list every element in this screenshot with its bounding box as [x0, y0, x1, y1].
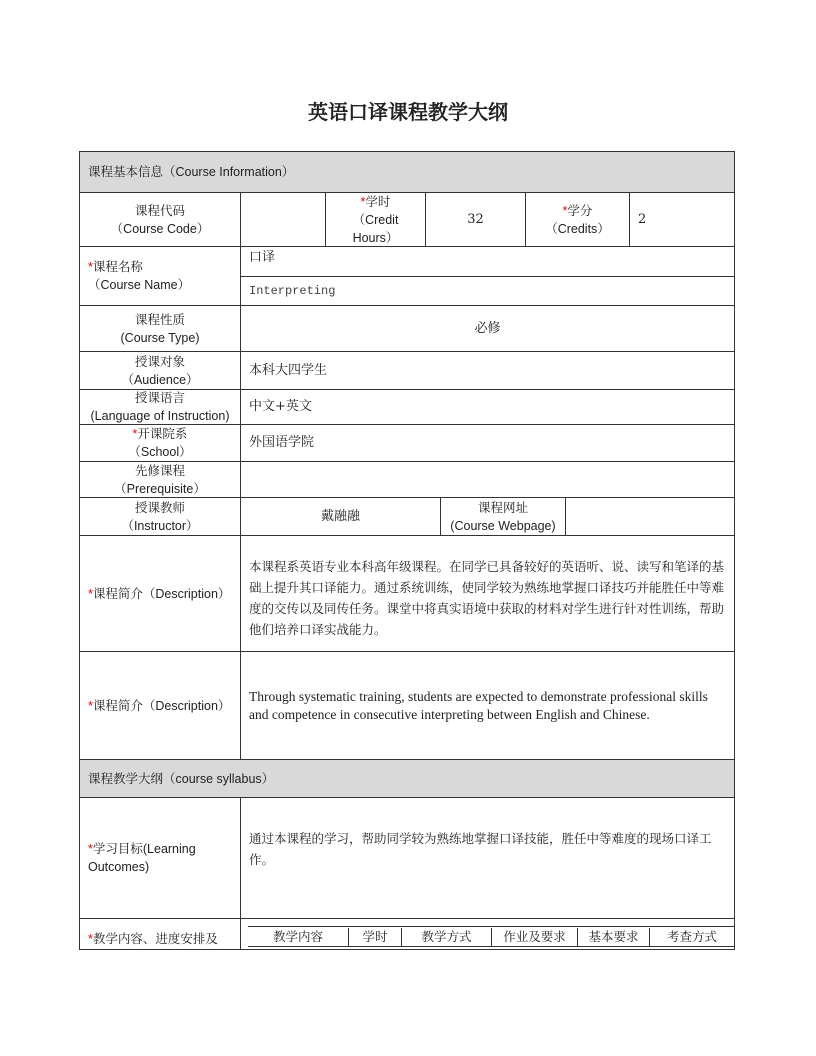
course-code-label: 课程代码 （Course Code） [79, 192, 241, 247]
column-header: 学时 [348, 928, 401, 947]
learning-outcomes-text[interactable]: 通过本课程的学习，帮助同学较为熟练地掌握口译技能，胜任中等难度的现场口译工作。 [240, 797, 735, 919]
teaching-content-label: *教学内容、进度安排及 [79, 918, 241, 950]
course-webpage-label: 课程网址 (Course Webpage) [440, 497, 566, 536]
course-name-label: *课程名称 （Course Name） [79, 246, 241, 306]
learning-outcomes-label: *学习目标(Learning Outcomes) [79, 797, 241, 919]
page-title: 英语口译课程教学大纲 [308, 100, 508, 124]
course-code-value[interactable] [240, 192, 326, 247]
course-name-cn[interactable]: 口译 [240, 246, 735, 277]
audience-value[interactable]: 本科大四学生 [240, 351, 735, 390]
course-type-value[interactable]: 必修 [240, 305, 735, 352]
audience-label: 授课对象 （Audience） [79, 351, 241, 390]
section-heading: 课程教学大纲（course syllabus） [88, 771, 275, 786]
course-name-en[interactable]: Interpreting [240, 276, 735, 306]
school-label: *开课院系 （School） [79, 424, 241, 462]
prerequisite-label: 先修课程 （Prerequisite） [79, 461, 241, 498]
description-en-text[interactable]: Through systematic training, students are expected to demonstrate professional skills and competence in consecutive interpreting between English and Chinese. [240, 651, 735, 760]
description-en-label: *课程简介（Description） [79, 651, 241, 760]
column-header: 考查方式 [649, 928, 734, 947]
section-course-information [79, 151, 735, 193]
instructor-value[interactable]: 戴融融 [240, 497, 441, 536]
section-heading: 课程基本信息（Course Information） [88, 165, 295, 179]
language-label: 授课语言 (Language of Instruction) [79, 389, 241, 425]
column-header: 教学方式 [401, 928, 491, 947]
column-header: 作业及要求 [491, 928, 577, 947]
section-course-syllabus [79, 759, 735, 798]
instructor-label: 授课教师 （Instructor） [79, 497, 241, 536]
course-webpage-value[interactable] [565, 497, 735, 536]
prerequisite-value[interactable] [240, 461, 735, 498]
language-value[interactable]: 中文+英文 [240, 389, 735, 425]
description-cn-label: *课程简介（Description） [79, 535, 241, 652]
description-cn-text[interactable]: 本课程系英语专业本科高年级课程。在同学已具备较好的英语听、说、读写和笔译的基础上提升其口译能力。通过系统训练，使同学较为熟练地掌握口译技巧并能胜任中等难度的交传以及同传任务。课堂中将真实语境中获取的材料对学生进行针对性训练，帮助他们培养口译实战能力。 [240, 535, 735, 652]
credit-hours-label: *学时 （Credit Hours） [325, 192, 426, 247]
credits-label: *学分 （Credits） [525, 192, 630, 247]
column-header: 基本要求 [577, 928, 649, 947]
school-value[interactable]: 外国语学院 [240, 424, 735, 462]
course-type-label: 课程性质 (Course Type) [79, 305, 241, 352]
column-header: 教学内容 [272, 929, 323, 944]
credits-value[interactable]: 2 [629, 192, 735, 247]
credit-hours-value[interactable]: 32 [425, 192, 526, 247]
